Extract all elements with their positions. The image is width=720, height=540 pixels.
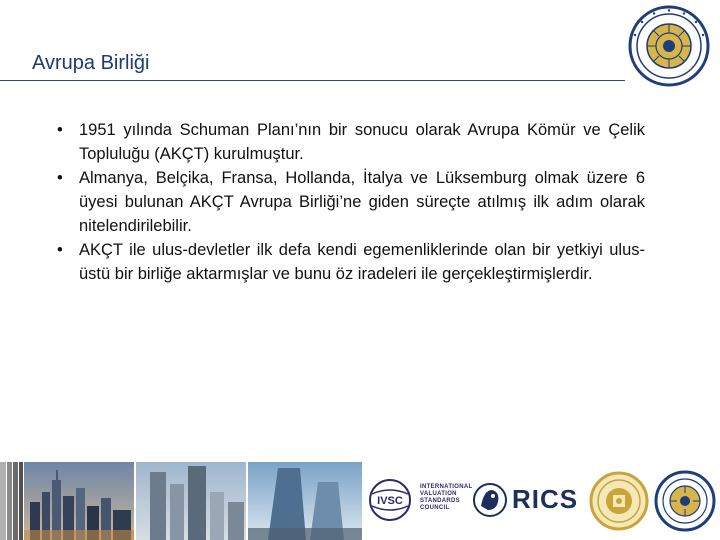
- university-seal-gold-icon: [588, 462, 650, 540]
- bullet-item: [55, 166, 645, 238]
- ivsc-abbr: IVSC: [377, 495, 403, 507]
- slide-title: Avrupa Birliği: [32, 52, 150, 74]
- bullet-marker: •: [57, 241, 63, 259]
- ivsc-line: INTERNATIONAL: [420, 484, 473, 490]
- ivsc-line: COUNCIL: [420, 505, 450, 511]
- ankara-university-seal-icon: [628, 5, 710, 87]
- city-skyline-image: [0, 462, 362, 540]
- ivsc-globe-icon: [366, 476, 414, 524]
- rics-label: RICS: [512, 484, 579, 514]
- bullet-item: [55, 118, 645, 166]
- bullet-text: 1951 yılında Schuman Planı’nın bir sonucu olarak Avrupa Kömür ve Çelik Topluluğu (AKÇT) kurulmuştur.: [79, 121, 645, 163]
- ankara-university-seal-icon: [652, 462, 718, 540]
- rics-lion-icon: [472, 480, 508, 520]
- ivsc-logo: [362, 462, 472, 540]
- bullet-text: Almanya, Belçika, Fransa, Hollanda, İtalya ve Lüksemburg olmak üzere 6 üyesi bulunan AKÇT Avrupa Birliği’ne giden süreçte atılmış ilk adım olarak nitelendirilebilir.: [79, 169, 645, 235]
- title-divider: [0, 80, 625, 81]
- bullet-text: AKÇT ile ulus-devletler ilk defa kendi egemenliklerinde olan bir yetkiyi ulus-üstü bir birliğe aktarmışlar ve bunu öz iradeleri ile gerçekleştirmişlerdir.: [79, 241, 645, 283]
- ivsc-full-name: [420, 484, 472, 512]
- bullet-list: [55, 118, 645, 286]
- bullet-marker: •: [57, 169, 63, 187]
- rics-logo: [472, 462, 584, 540]
- ivsc-line: STANDARDS: [420, 498, 460, 504]
- ivsc-line: VALUATION: [420, 491, 457, 497]
- bullet-marker: •: [57, 121, 63, 139]
- bullet-item: [55, 238, 645, 286]
- footer-photo-strip: [0, 462, 362, 540]
